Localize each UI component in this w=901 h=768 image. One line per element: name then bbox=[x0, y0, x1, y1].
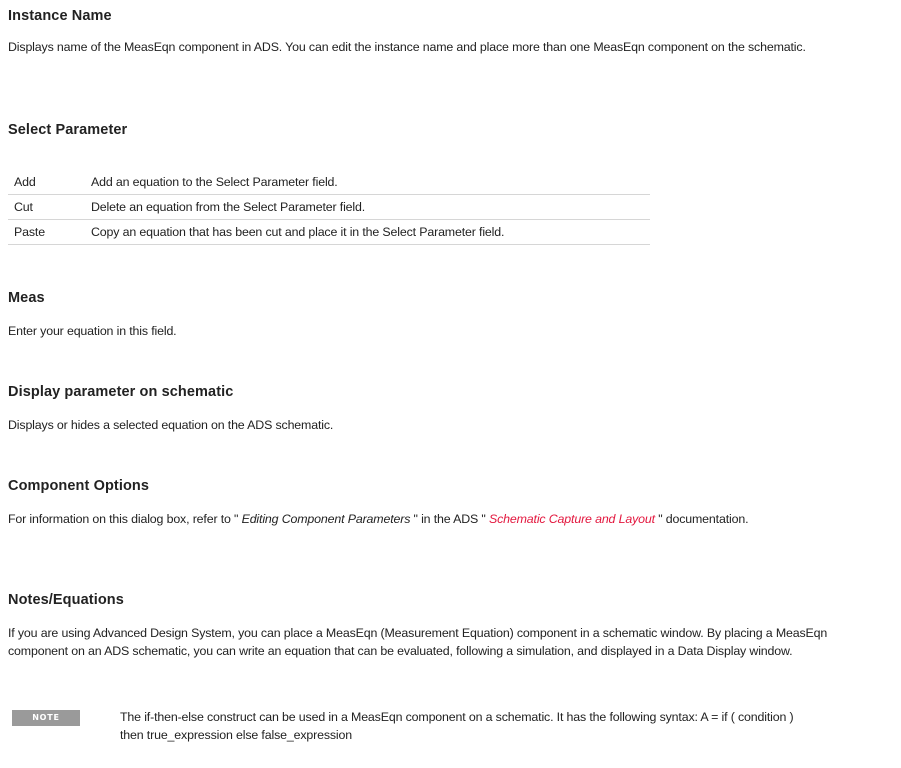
param-name: Cut bbox=[8, 195, 85, 220]
select-parameter-table bbox=[8, 170, 650, 245]
param-description: Delete an equation from the Select Parameter field. bbox=[85, 195, 650, 220]
select-parameter-table-wrap bbox=[8, 170, 888, 245]
table-row bbox=[8, 170, 650, 195]
param-description: Add an equation to the Select Parameter field. bbox=[85, 170, 650, 195]
instance-name-section bbox=[8, 8, 888, 56]
display-parameter-heading: Display parameter on schematic bbox=[8, 384, 234, 400]
meas-section bbox=[8, 290, 888, 340]
component-options-heading: Component Options bbox=[8, 478, 150, 494]
schematic-capture-link[interactable]: Schematic Capture and Layout bbox=[488, 512, 655, 526]
meas-heading: Meas bbox=[8, 290, 45, 306]
component-options-text-middle: " in the ADS " bbox=[410, 512, 489, 526]
param-name: Add bbox=[8, 170, 85, 195]
notes-section bbox=[8, 592, 888, 660]
display-parameter-body: Displays or hides a selected equation on the ADS schematic. bbox=[8, 418, 334, 432]
component-options-body bbox=[8, 510, 848, 528]
display-parameter-section bbox=[8, 384, 888, 434]
meas-body: Enter your equation in this field. bbox=[8, 324, 177, 338]
component-options-text-before: For information on this dialog box, refer to " bbox=[8, 512, 242, 526]
table-row bbox=[8, 220, 650, 245]
notes-heading: Notes/Equations bbox=[8, 592, 124, 608]
select-parameter-section bbox=[8, 122, 888, 138]
component-options-text-after: " documentation. bbox=[654, 512, 749, 526]
notes-body: If you are using Advanced Design System, you can place a MeasEqn (Measurement Equation) component in a schematic window. By placing a MeasEqn component on an ADS schematic, you can write an equation that can be evaluated, following a simulation, and displayed in a Data Display window. bbox=[8, 626, 828, 658]
note-badge: NOTE bbox=[12, 710, 80, 726]
param-description: Copy an equation that has been cut and place it in the Select Parameter field. bbox=[85, 220, 650, 245]
param-name: Paste bbox=[8, 220, 85, 245]
table-row bbox=[8, 195, 650, 220]
note-text: The if-then-else construct can be used in a MeasEqn component on a schematic. It has the following syntax: A = if ( condition ) then true_expression else false_expression bbox=[120, 710, 794, 742]
select-parameter-heading: Select Parameter bbox=[8, 122, 128, 138]
instance-name-heading: Instance Name bbox=[8, 8, 112, 24]
instance-name-body: Displays name of the MeasEqn component in ADS. You can edit the instance name and place more than one MeasEqn component on the schematic. bbox=[8, 40, 806, 54]
component-options-section bbox=[8, 478, 888, 528]
component-options-ref-title: Editing Component Parameters bbox=[241, 512, 411, 526]
